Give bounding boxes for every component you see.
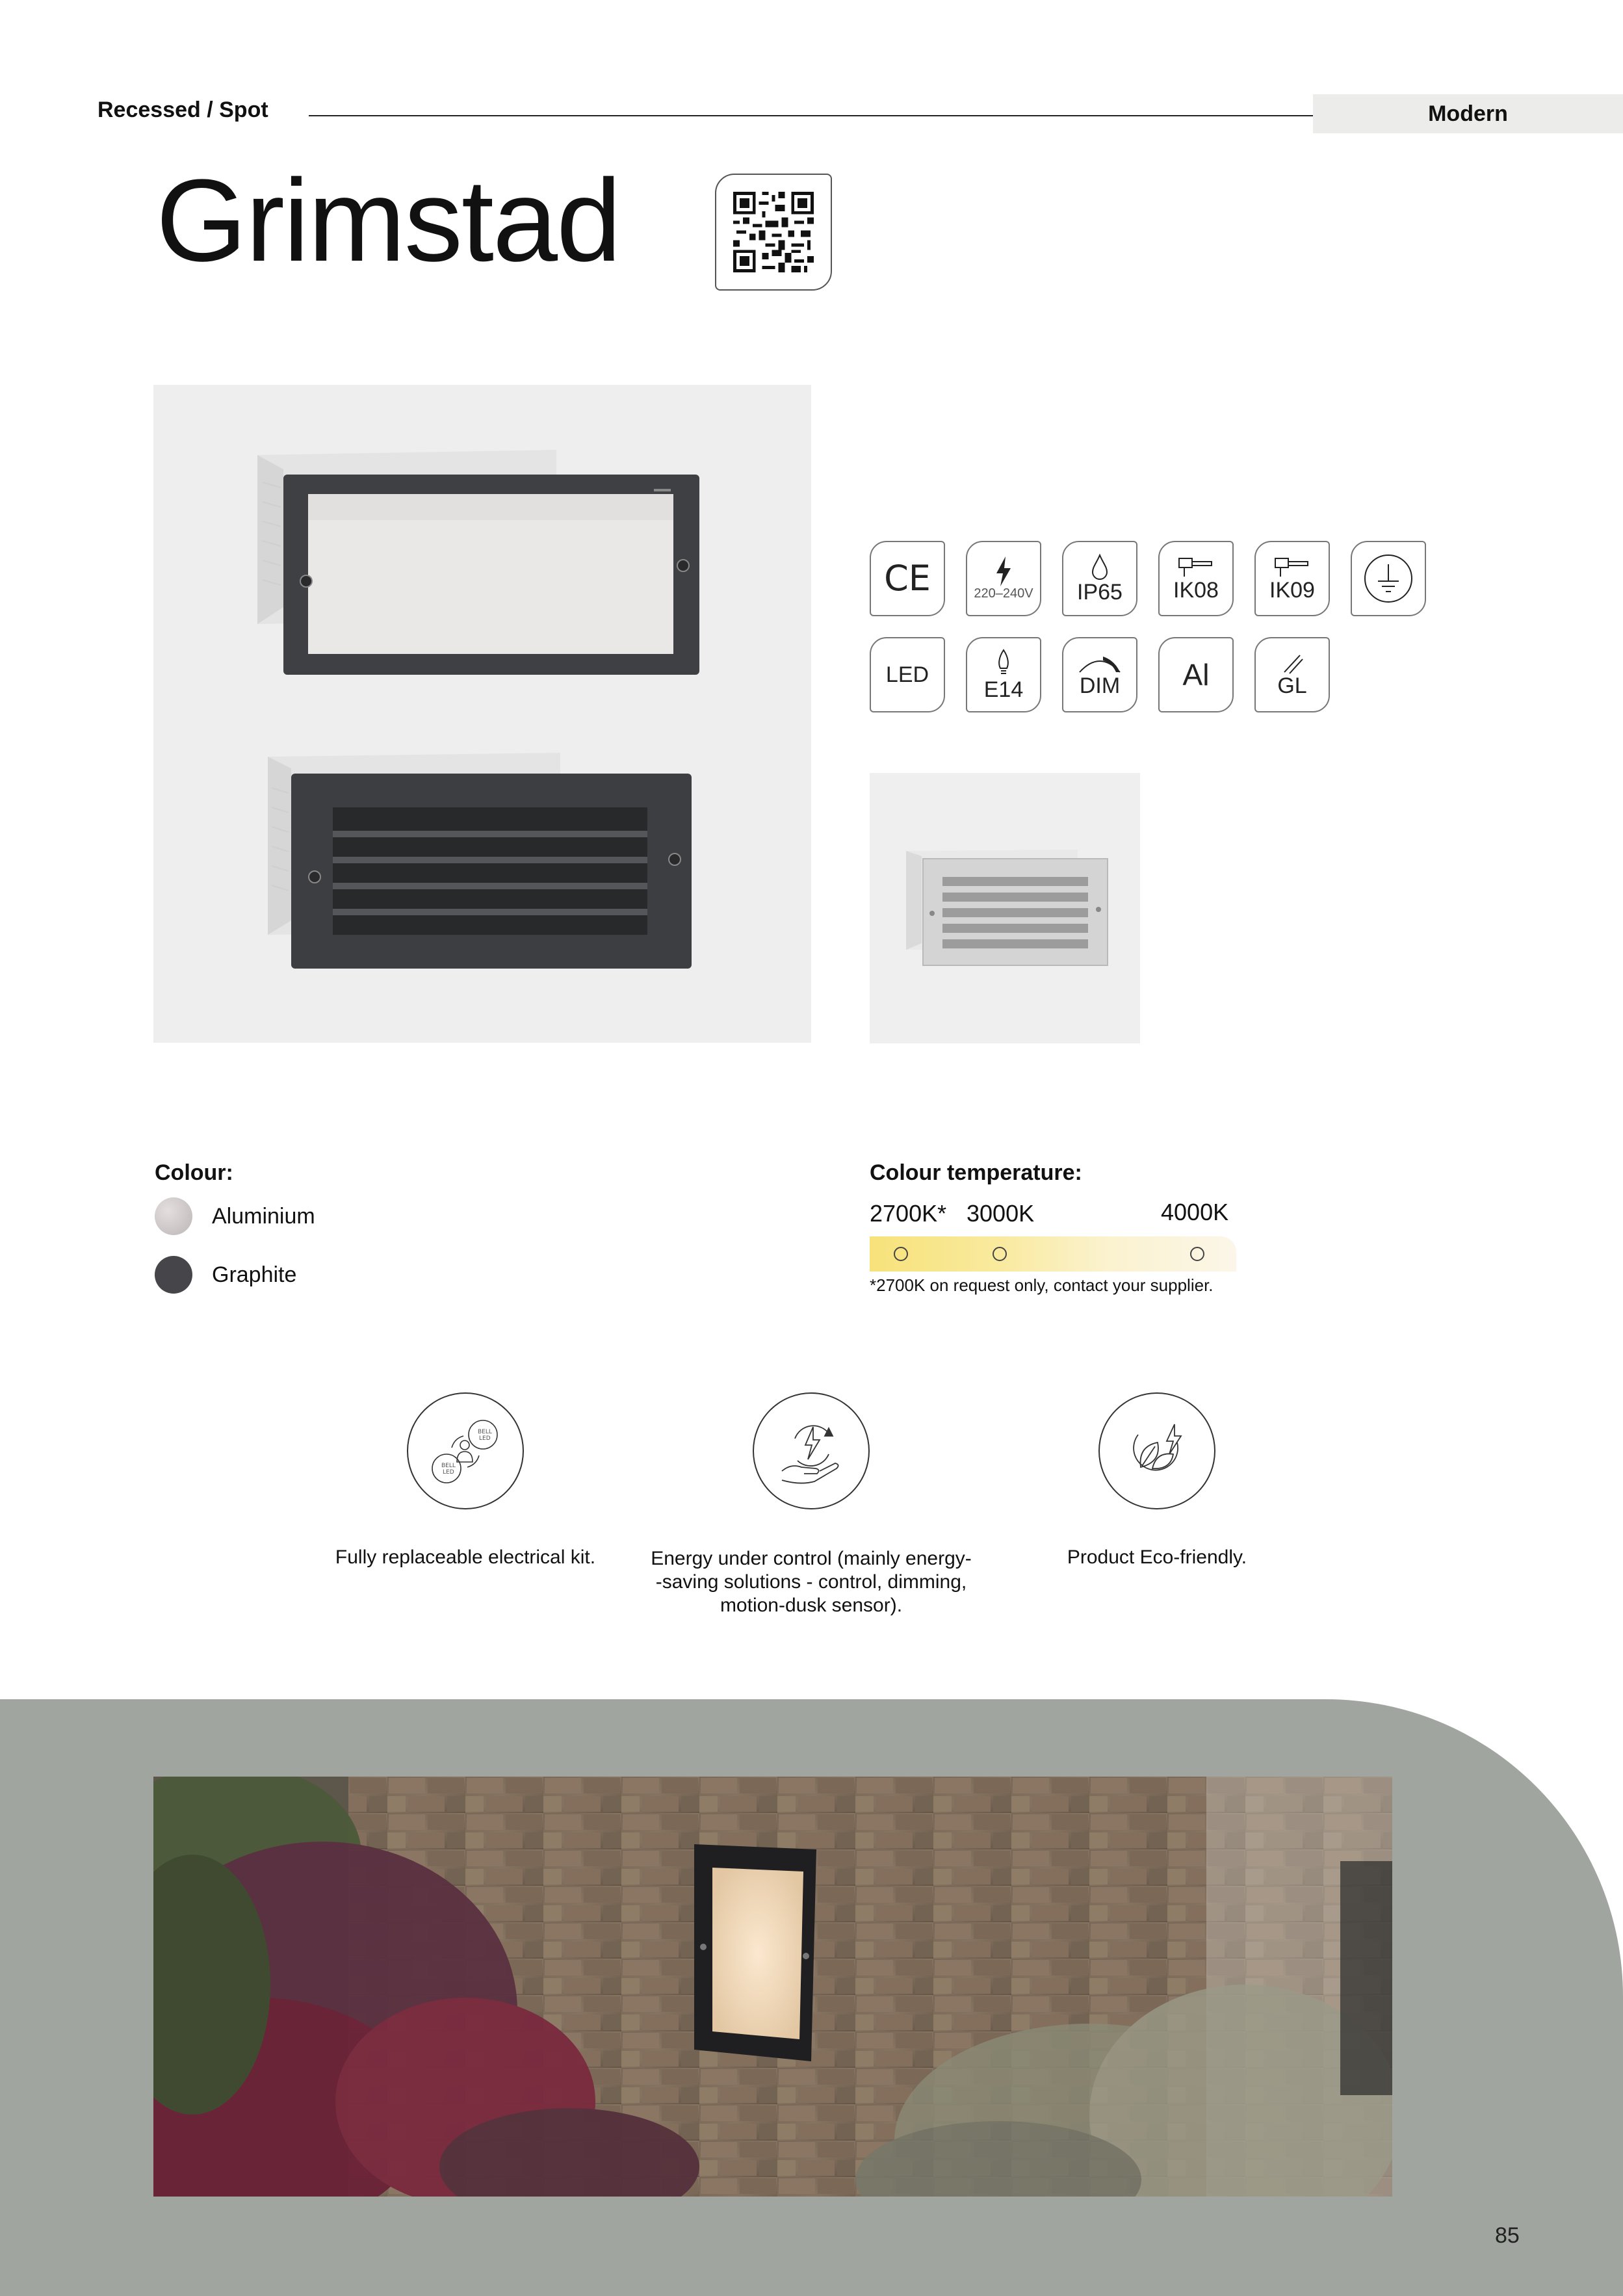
energy-control-icon <box>753 1392 870 1509</box>
svg-text:LED: LED <box>479 1435 491 1442</box>
feature-text-energy-line2: -saving solutions - control, dimming, <box>655 1571 967 1593</box>
bulb-icon: E14 <box>966 637 1041 712</box>
ct-label-4000k: 4000K <box>1161 1199 1229 1225</box>
ct-label-2700k: 2700K* <box>870 1200 947 1227</box>
ce-mark-icon: CE <box>870 541 945 616</box>
page-number: 85 <box>1495 2223 1520 2248</box>
ct-marker-4000k[interactable] <box>1190 1247 1204 1261</box>
style-tag-label: Modern <box>1428 101 1508 126</box>
category-label: Recessed / Spot <box>97 98 268 122</box>
product-photo <box>153 385 811 1043</box>
earth-ground-icon <box>1351 541 1426 616</box>
glass-icon: GL <box>1254 637 1330 712</box>
feature-text-energy-line3: motion-dusk sensor). <box>720 1595 903 1616</box>
aluminium-icon: Al <box>1158 637 1234 712</box>
colour-swatch-aluminium[interactable] <box>155 1197 192 1235</box>
colour-temperature-note: *2700K on request only, contact your supplier. <box>870 1275 1214 1295</box>
colour-temperature-title: Colour temperature: <box>870 1160 1082 1185</box>
colour-title: Colour: <box>155 1160 233 1185</box>
svg-text:BELL: BELL <box>441 1463 456 1469</box>
svg-text:BELL: BELL <box>478 1429 492 1435</box>
feature-text-eco-friendly: Product Eco-friendly. <box>1067 1546 1247 1568</box>
product-variant-photo <box>870 773 1140 1043</box>
eco-leaf-icon <box>1098 1392 1215 1509</box>
hammer-icon: IK09 <box>1254 541 1330 616</box>
feature-text-energy-control <box>624 1547 998 1617</box>
hammer-icon: IK08 <box>1158 541 1234 616</box>
qr-code-icon[interactable] <box>715 174 832 291</box>
product-title: Grimstad <box>156 155 621 286</box>
colour-swatch-graphite[interactable] <box>155 1256 192 1294</box>
colour-label-aluminium: Aluminium <box>212 1204 315 1229</box>
header-divider <box>309 115 1313 116</box>
voltage-icon: 220–240V <box>966 541 1041 616</box>
style-tag <box>1313 94 1623 133</box>
ct-marker-2700k[interactable] <box>894 1247 908 1261</box>
led-icon: LED <box>870 637 945 712</box>
ambient-photo <box>153 1777 1392 2197</box>
replaceable-kit-icon <box>407 1392 524 1509</box>
ip-rating-icon: IP65 <box>1062 541 1137 616</box>
colour-label-graphite: Graphite <box>212 1262 297 1287</box>
svg-text:LED: LED <box>443 1469 454 1476</box>
ct-marker-3000k[interactable] <box>993 1247 1007 1261</box>
colour-temperature-scale <box>870 1236 1236 1272</box>
dimmable-icon: DIM <box>1062 637 1137 712</box>
feature-text-replaceable-kit: Fully replaceable electrical kit. <box>335 1546 596 1568</box>
ct-label-3000k: 3000K <box>967 1200 1035 1227</box>
feature-text-energy-line1: Energy under control (mainly energy- <box>651 1548 972 1569</box>
